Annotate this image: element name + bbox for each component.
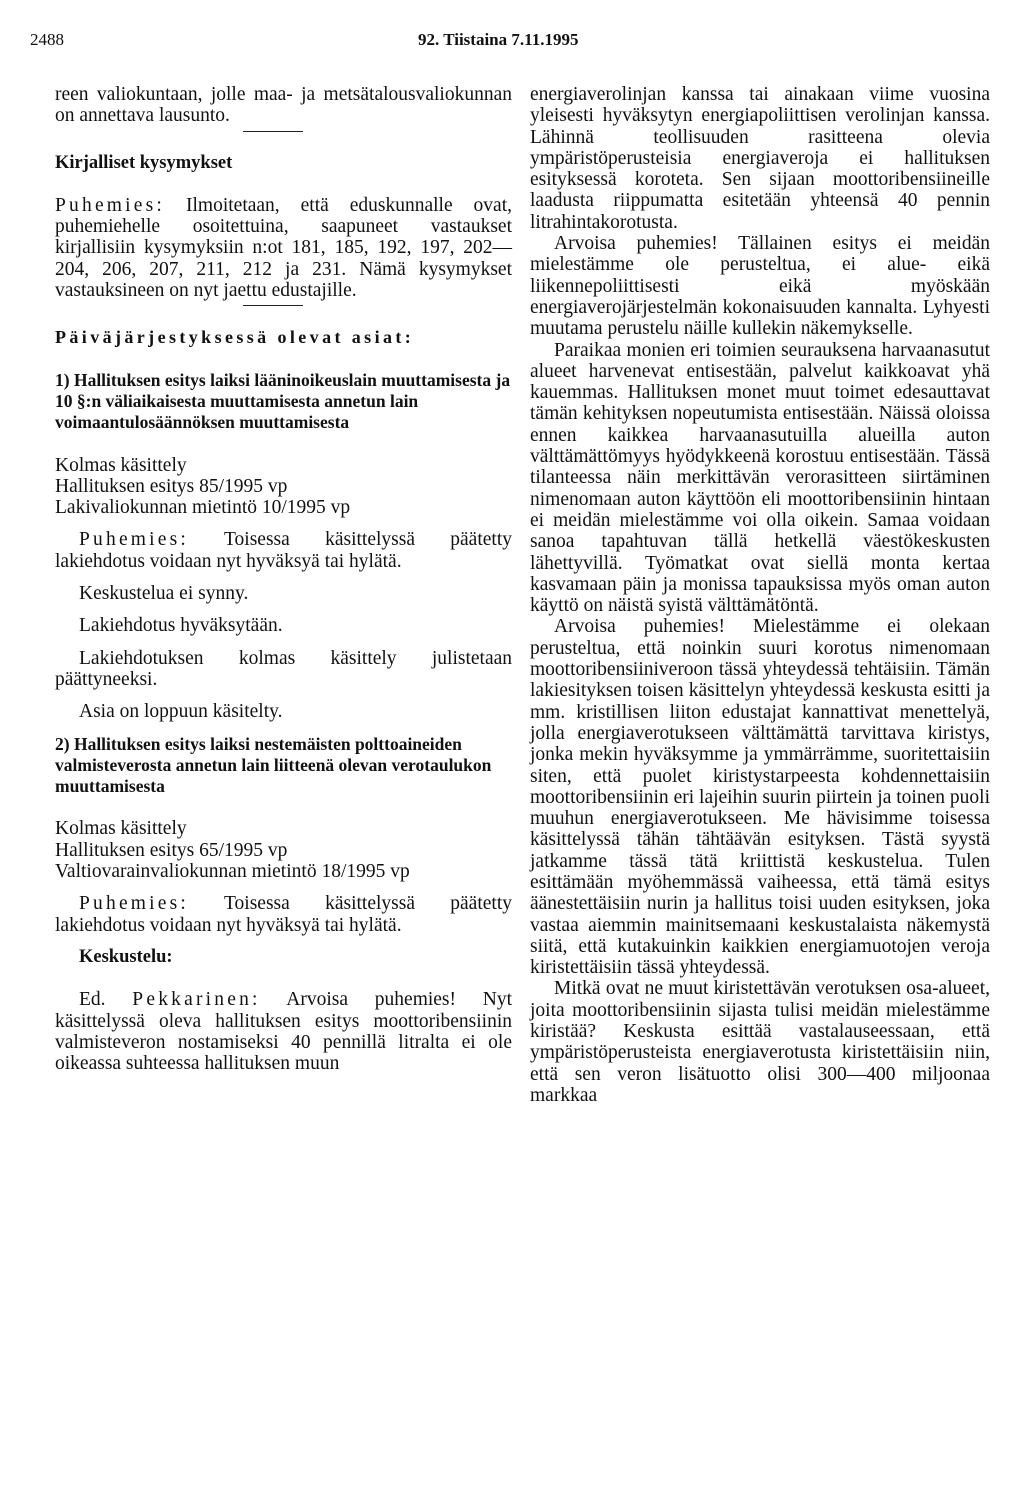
- paragraph: energiaverolinjan kanssa tai ainakaan viime vuosina yleisesti hyväksytyn energiapoliittisen verolinjan kanssa. Lähinnä teollisuuden rasitteena olevia ympäristöperusteisia energiaveroja ei hallituksen esityksessä koroteta. Sen sijaan moottoribensiineille laadusta riippumatta esitetään yhteensä 40 pennin litrahintakorotusta.: [530, 84, 990, 233]
- paragraph: Keskustelua ei synny.: [79, 583, 249, 605]
- agenda-item-title: 2) Hallituksen esitys laiksi nestemäisten polttoaineiden valmisteverosta annetun lain liitteenä olevan verotaulukon muuttamisesta: [55, 733, 492, 797]
- agenda-item-title: 1) Hallituksen esitys laiksi lääninoikeuslain muuttamisesta ja 10 §:n väliaikaisesta muuttamisesta annetun lain voimaantulosäännöksen muuttamisesta: [55, 369, 511, 433]
- speaker-name: Puhemies:: [55, 194, 166, 216]
- paragraph: reen valiokuntaan, jolle maa- ja metsätalousvaliokunnan on annettava lausunto.: [55, 84, 512, 127]
- reading-label: Kolmas käsittely: [55, 454, 187, 476]
- paragraph: Arvoisa puhemies! Mielestämme ei olekaan perusteltua, että noinkin suuri korotus nimenomaan moottoribensiiniveroon tässä yhteydessä tehtäisiin. Tämän lakiesityksen toisen käsittelyn yhteydessä keskusta esitti ja mm. kristillisen liiton edustajat kannattivat menettelyä, jolla energiaverotukseen välttämättä tarvittava kiristys, jonka mekin hyväksymme ja ymmärrämme, suoritettaisiin siten, että puolet kiristystarpeesta kohdennettaisiin moottoribensiinin eri lajeihin suurin piirtein ja toinen puoli muuhun energiaverotukseen. Me hävisimme toisessa käsittelyssä tähän tähtäävän esityksen. Tästä syystä jatkamme tässä tätä kriittistä keskustelua. Tulen esittämään myöhemmässä vaiheessa, että tämä esitys äänestettäisiin nurin ja hallitus toisi uuden esityksen, joka vastaa aiemmin mainitsemaani keskustalaista näkemystä siitä, että kutakuinkin kaikkien energiamuotojen veroja kiristettäisiin tässä yhteydessä.: [530, 616, 990, 979]
- speaker-prefix: Ed.: [79, 989, 106, 1011]
- bill-reference: Hallituksen esitys 65/1995 vp: [55, 839, 288, 861]
- section-divider: [243, 131, 303, 132]
- page-header: [0, 30, 1024, 54]
- right-column: [530, 84, 990, 1106]
- agenda-item-details: [55, 455, 512, 519]
- page-number: 2488: [30, 30, 64, 49]
- discussion-heading: Keskustelu:: [79, 946, 173, 967]
- left-column: [55, 84, 512, 1074]
- paragraph: Asia on loppuun käsitelty.: [79, 701, 283, 723]
- paragraph: Lakiehdotuksen kolmas käsittely julistetaan päättyneeksi.: [55, 647, 512, 690]
- paragraph: Ilmoitetaan, että eduskunnalle ovat, puhemiehelle osoitettuina, saapuneet vastaukset kirjallisiin kysymyksiin n:ot 181, 185, 192, 197, 202—204, 206, 207, 211, 212 ja 231. Nämä kysymykset vastauksineen on nyt jaettu edustajille.: [55, 194, 512, 302]
- committee-report: Valtiovarainvaliokunnan mietintö 18/1995 vp: [55, 861, 410, 883]
- paragraph: Arvoisa puhemies! Nyt käsittelyssä oleva hallituksen esitys moottoribensiinin valmisteveron nostamiseksi 40 pennillä litralta ei ole oikeassa suhteessa hallituksen muun: [55, 989, 513, 1075]
- committee-report: Lakivaliokunnan mietintö 10/1995 vp: [55, 497, 351, 519]
- section-heading-agenda: Päiväjärjestyksessä olevat asiat:: [55, 327, 415, 348]
- section-divider: [243, 305, 303, 306]
- paragraph: Toisessa käsittelyssä päätetty lakiehdotus voidaan nyt hyväksyä tai hylätä.: [55, 529, 512, 572]
- issue-date: 92. Tiistaina 7.11.1995: [418, 30, 579, 49]
- speaker-name: Puhemies:: [79, 893, 190, 915]
- speaker-name: Pekkarinen:: [132, 989, 261, 1011]
- section-heading-written-questions: Kirjalliset kysymykset: [55, 152, 233, 173]
- agenda-item-details: [55, 818, 512, 882]
- reading-label: Kolmas käsittely: [55, 818, 187, 840]
- paragraph: Arvoisa puhemies! Tällainen esitys ei meidän mielestämme ole perusteltua, ei alue- eikä liikennepoliittisesti eikä myöskään energiaverojärjestelmän kokonaisuuden kannalta. Lyhyesti muutama perustelu näille kullekin näkemykselle.: [530, 233, 990, 340]
- paragraph: Toisessa käsittelyssä päätetty lakiehdotus voidaan nyt hyväksyä tai hylätä.: [55, 893, 512, 936]
- bill-reference: Hallituksen esitys 85/1995 vp: [55, 475, 288, 497]
- paragraph: Mitkä ovat ne muut kiristettävän verotuksen osa-alueet, joita moottoribensiinin sijasta tulisi meidän mielestämme kiristää? Keskusta esittää vastalauseessaan, että ympäristöperusteista energiaverotusta kiristettäisiin niin, että sen veron lisätuotto olisi 300—400 miljoonaa markkaa: [530, 978, 990, 1106]
- paragraph: Lakiehdotus hyväksytään.: [79, 615, 283, 637]
- speaker-name: Puhemies:: [79, 529, 190, 551]
- paragraph: Paraikaa monien eri toimien seurauksena harvaanasutut alueet harvenevat entisestään, palvelut kaikkoavat yhä kauemmas. Hallituksen monet muut toimet edesauttavat tämän kehityksen nopeutumista entisestään. Näissä oloissa ennen kaikkea harvaanasutuilla alueilla auton välttämättömyys hyödykkeenä korostuu entisestään. Tässä tilanteessa näin merkittävän verorasitteen siirtäminen nimenomaan auton käyttöön eli moottoribensiinin hintaan ei meidän mielestämme voi olla oikein. Samaa voidaan sanoa tapahtuvan tällä hetkellä väestökeskusten lähettyvillä. Työmatkat ovat siellä monta kertaa kasvamaan päin ja monissa tapauksissa myös oman auton käyttö on näistä syistä välttämätöntä.: [530, 339, 990, 617]
